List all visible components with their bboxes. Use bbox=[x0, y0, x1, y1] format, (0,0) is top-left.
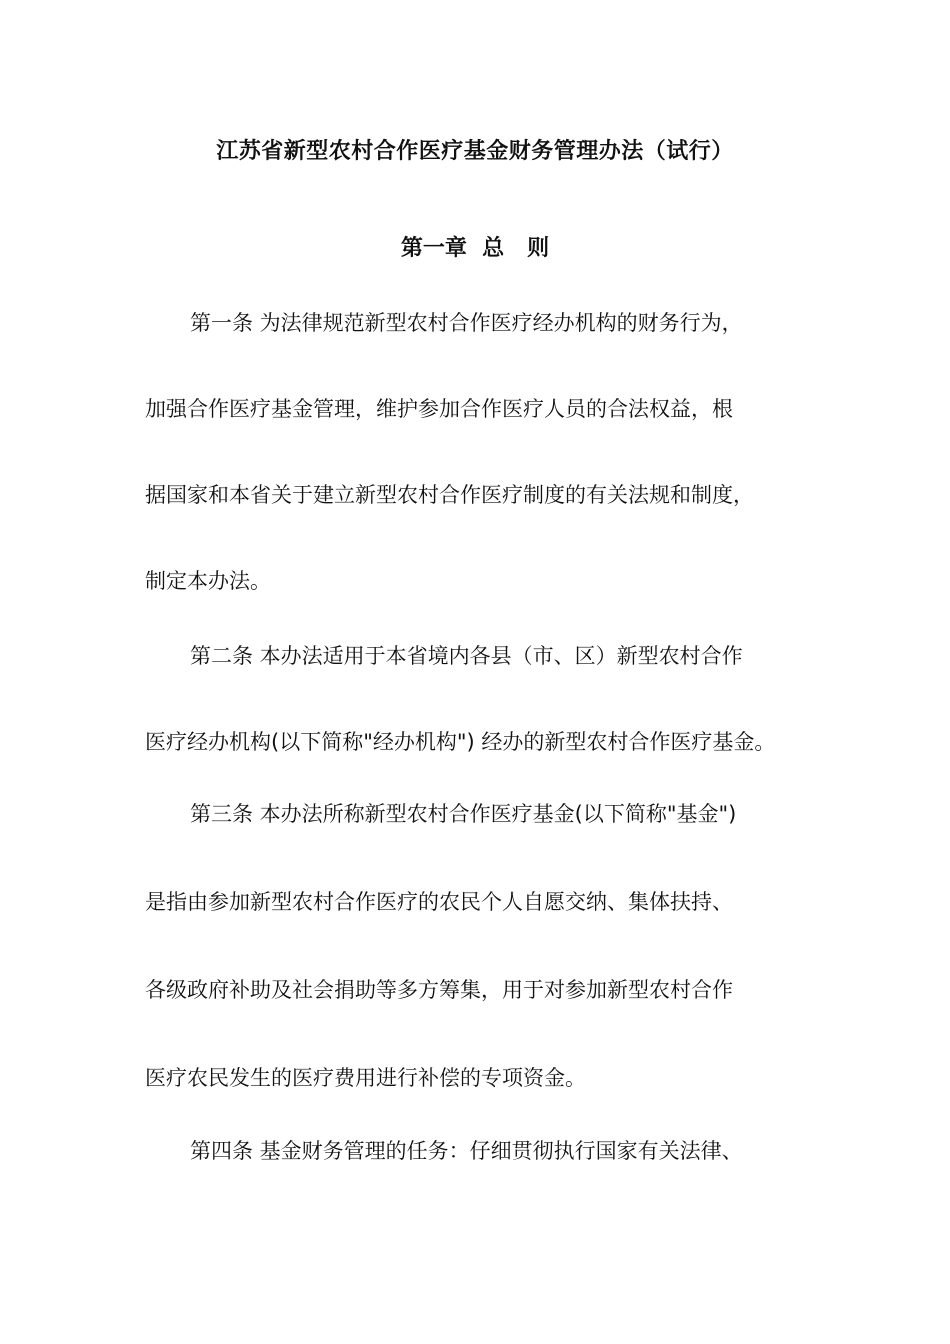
article-4-line-1: 第四条 基金财务管理的任务：仔细贯彻执行国家有关法律、 bbox=[190, 1139, 743, 1163]
document-title: 江苏省新型农村合作医疗基金财务管理办法（试行） bbox=[216, 139, 734, 164]
chapter-heading: 第一章 总 则 bbox=[400, 236, 550, 261]
article-1-line-3: 据国家和本省关于建立新型农村合作医疗制度的有关法规和制度， bbox=[145, 483, 754, 507]
article-1-line-4: 制定本办法。 bbox=[145, 569, 271, 593]
article-3-line-3: 各级政府补助及社会捐助等多方筹集，用于对参加新型农村合作 bbox=[145, 978, 733, 1002]
article-2-line-1: 第二条 本办法适用于本省境内各县（市、区）新型农村合作 bbox=[190, 644, 743, 668]
article-3-line-4: 医疗农民发生的医疗费用进行补偿的专项资金。 bbox=[145, 1066, 586, 1090]
article-1-line-2: 加强合作医疗基金管理，维护参加合作医疗人员的合法权益，根 bbox=[145, 397, 733, 421]
article-3-line-2: 是指由参加新型农村合作医疗的农民个人自愿交纳、集体扶持、 bbox=[145, 890, 733, 914]
article-1-line-1: 第一条 为法律规范新型农村合作医疗经办机构的财务行为， bbox=[190, 311, 743, 335]
article-2-line-2: 医疗经办机构(以下简称"经办机构") 经办的新型农村合作医疗基金。 bbox=[145, 730, 776, 754]
article-3-line-1: 第三条 本办法所称新型农村合作医疗基金(以下简称"基金") bbox=[190, 802, 737, 826]
